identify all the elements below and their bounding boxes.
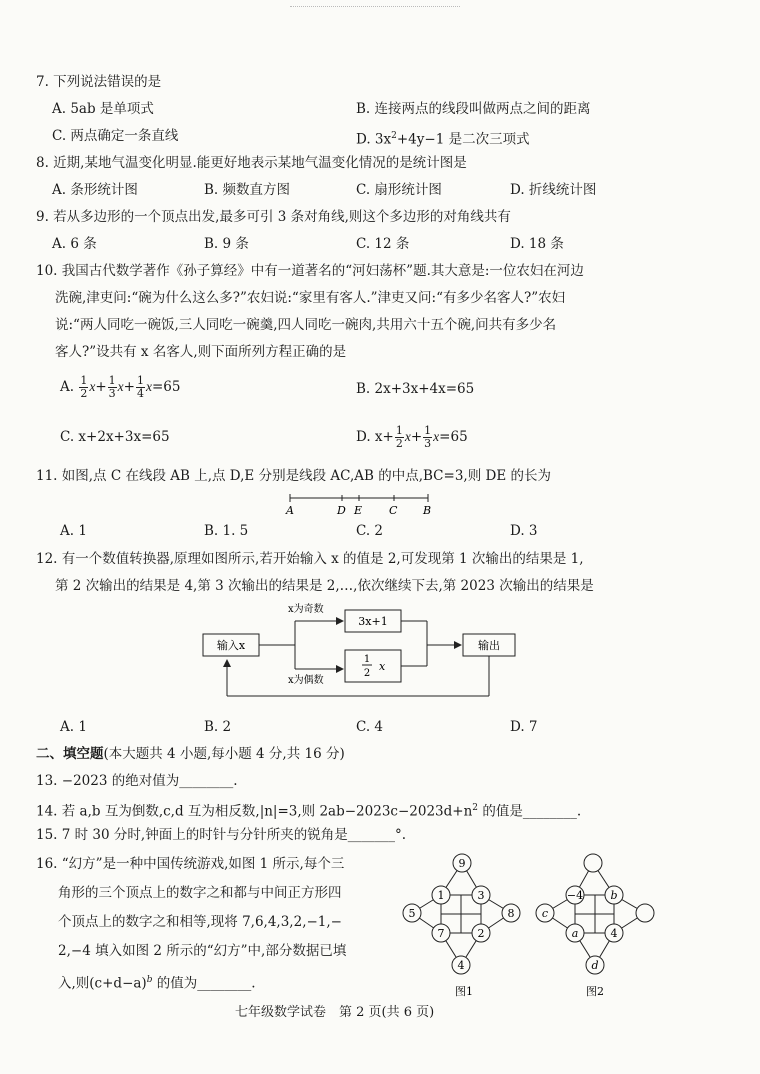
fig1-node-value-2: 3 xyxy=(477,889,485,902)
q7-option-b: B. 连接两点的线段叫做两点之间的距离 xyxy=(356,101,591,117)
fig2-node-value-3: c xyxy=(541,907,549,920)
q10-line-3: 说:“两人同吃一碗饭,三人同吃一碗羹,四人同吃一碗肉,共用六十五个碗,问共有多少名 xyxy=(55,317,557,333)
q12-flowchart xyxy=(195,598,525,710)
odd-condition-label: x为奇数 xyxy=(288,604,324,615)
q9-option-c: C. 12 条 xyxy=(356,236,410,252)
q15-text: 15. 7 时 30 分时,钟面上的时针与分针所夹的锐角是_______°. xyxy=(36,827,406,843)
q10-line-2: 洗碗,津吏问:“碗为什么这么多?”农妇说:“家里有客人.”津吏又问:“有多少名客人?”农妇 xyxy=(55,290,566,306)
page-footer: 七年级数学试卷 第 2 页(共 6 页) xyxy=(235,1005,435,1020)
figure-2-caption: 图2 xyxy=(586,985,604,998)
fig1-node-value-4: 7 xyxy=(437,927,445,940)
q8-option-b: B. 频数直方图 xyxy=(204,182,291,198)
fig1-node-value-7: 4 xyxy=(457,959,465,972)
figure-1 xyxy=(412,863,511,965)
scan-mark xyxy=(290,6,460,11)
q12-option-d: D. 7 xyxy=(510,719,538,735)
q10-option-c: C. x+2x+3x=65 xyxy=(60,429,170,445)
q7-stem: 7. 下列说法错误的是 xyxy=(36,74,162,90)
q11-option-a: A. 1 xyxy=(60,523,87,539)
q14-text: 14. 若 a,b 互为倒数,c,d 互为相反数,|n|=3,则 $2ab-2023c-2023d+n^2$ 的值是________. xyxy=(36,803,582,820)
fig2-node-value-4: a xyxy=(571,927,579,940)
q9-option-b: B. 9 条 xyxy=(204,236,249,252)
input-box-label: 输入x xyxy=(216,639,246,652)
point-d-label: D xyxy=(337,504,346,517)
q16-line-5: 入,则$(c+d-a)^b$ 的值为________. xyxy=(58,975,256,992)
fig1-node-value-5: 2 xyxy=(477,927,485,940)
q10-option-d: D. x+ $\frac{1}{2}$ x+ $\frac{1}{3}$ x=65 xyxy=(356,424,468,450)
even-expression xyxy=(362,654,386,679)
q8-option-a: A. 条形统计图 xyxy=(52,182,138,198)
q10-option-a: A. $\frac{1}{2}$ x+ $\frac{1}{3}$ x+ $\frac{1}{4}$ x=65 xyxy=(60,374,181,400)
point-b-label: B xyxy=(423,504,432,517)
q8-stem: 8. 近期,某地气温变化明显.能更好地表示某地气温变化情况的是统计图是 xyxy=(36,155,467,171)
output-box-label: 输出 xyxy=(478,639,500,652)
even-condition-label: x为偶数 xyxy=(288,675,324,686)
svg-text:x: x xyxy=(379,660,386,673)
q7-option-d: D. $3x^2+4y-1$ 是二次三项式 xyxy=(356,131,530,148)
q16-line-3: 个顶点上的数字之和相等,现将 7,6,4,3,2,−1,− xyxy=(58,914,342,930)
q12-line-1: 12. 有一个数值转换器,原理如图所示,若开始输入 x 的值是 2,可发现第 1 次输出的结果是 1, xyxy=(36,551,584,567)
svg-text:1: 1 xyxy=(363,654,371,665)
q7-option-c: C. 两点确定一条直线 xyxy=(52,128,179,144)
fig1-node-value-3: 5 xyxy=(408,907,416,920)
figure-2 xyxy=(545,863,645,965)
q13-text: 13. −2023 的绝对值为________. xyxy=(36,773,238,789)
q9-stem: 9. 若从多边形的一个顶点出发,最多可引 3 条对角线,则这个多边形的对角线共有 xyxy=(36,209,511,225)
q11-option-b: B. 1. 5 xyxy=(204,523,249,539)
q16-line-4: 2,−4 填入如图 2 所示的“幻方”中,部分数据已填 xyxy=(58,943,347,959)
q12-option-a: A. 1 xyxy=(60,719,87,735)
section-2-heading: 二、填空题(本大题共 4 小题,每小题 4 分,共 16 分) xyxy=(36,746,345,762)
q12-option-c: C. 4 xyxy=(356,719,384,735)
odd-expression: 3x+1 xyxy=(358,615,388,628)
point-c-label: C xyxy=(389,504,398,517)
svg-text:2: 2 xyxy=(363,668,371,679)
q10-option-b: B. 2x+3x+4x=65 xyxy=(356,381,475,397)
q8-option-d: D. 折线统计图 xyxy=(510,182,597,198)
q11-option-c: C. 2 xyxy=(356,523,384,539)
fig2-node-0 xyxy=(584,854,602,872)
fig2-node-value-1: −4 xyxy=(566,889,584,902)
q10-line-4: 客人?”设共有 x 名客人,则下面所列方程正确的是 xyxy=(55,344,347,360)
fig2-node-value-5: 4 xyxy=(610,927,618,940)
q16-magic-figures xyxy=(395,850,665,1000)
fig2-node-6 xyxy=(636,904,654,922)
q9-option-a: A. 6 条 xyxy=(52,236,97,252)
q16-line-2: 角形的三个顶点上的数字之和都与中间正方形四 xyxy=(58,885,342,901)
q11-stem: 11. 如图,点 C 在线段 AB 上,点 D,E 分别是线段 AC,AB 的中点,BC=3,则 DE 的长为 xyxy=(36,468,551,484)
q7-option-a: A. 5ab 是单项式 xyxy=(52,101,154,117)
q16-line-1: 16. “幻方”是一种中国传统游戏,如图 1 所示,每个三 xyxy=(36,856,345,872)
q10-line-1: 10. 我国古代数学著作《孙子算经》中有一道著名的“河妇荡杯”题.其大意是:一位农妇在河边 xyxy=(36,263,584,279)
q9-option-d: D. 18 条 xyxy=(510,236,564,252)
q12-line-2: 第 2 次输出的结果是 4,第 3 次输出的结果是 2,…,依次继续下去,第 2023 次输出的结果是 xyxy=(55,578,594,594)
q11-option-d: D. 3 xyxy=(510,523,538,539)
q11-segment-figure xyxy=(280,490,440,518)
fig1-node-value-1: 1 xyxy=(437,889,445,902)
fig2-node-value-2: b xyxy=(610,889,618,902)
q8-option-c: C. 扇形统计图 xyxy=(356,182,442,198)
figure-1-caption: 图1 xyxy=(455,985,473,998)
fig1-node-value-0: 9 xyxy=(458,857,466,870)
fig2-node-value-7: d xyxy=(591,959,599,972)
point-a-label: A xyxy=(286,504,294,517)
fig1-node-value-6: 8 xyxy=(507,907,515,920)
q12-option-b: B. 2 xyxy=(204,719,232,735)
point-e-label: E xyxy=(354,504,363,517)
